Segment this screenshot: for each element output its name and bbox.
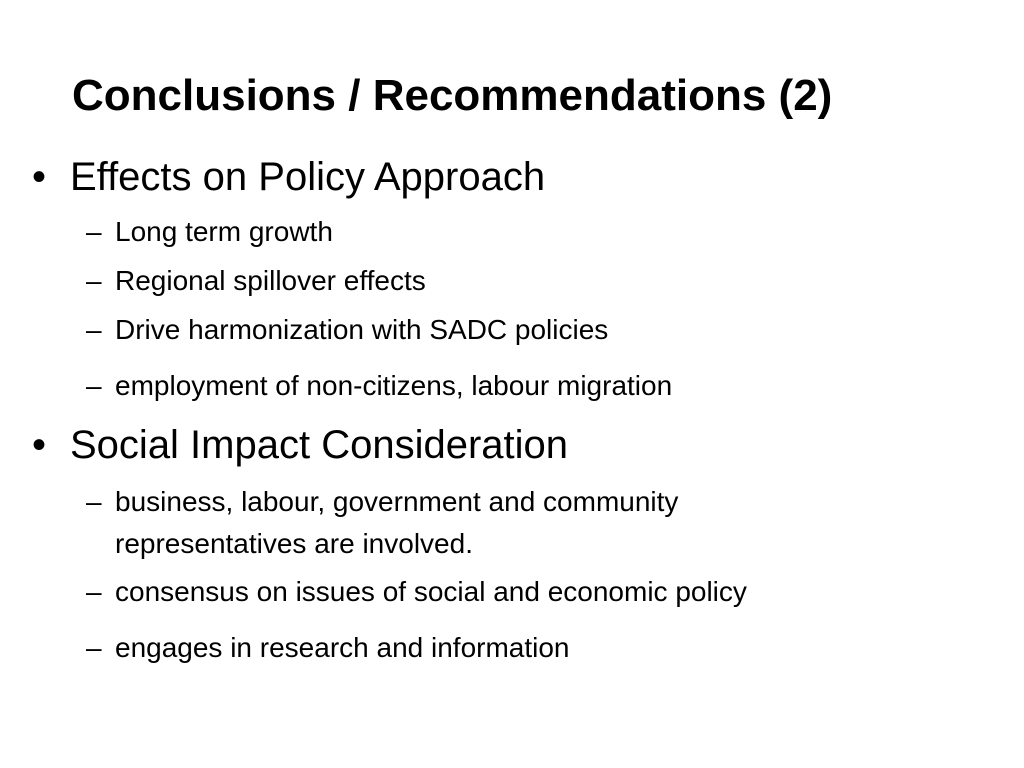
sub-item-consensus [86, 571, 886, 613]
sub-item-text: Drive harmonization with SADC policies [115, 314, 609, 345]
dash-marker: – [86, 314, 102, 345]
dash-marker: – [86, 632, 102, 663]
bullet-heading: Social Impact Consideration [70, 423, 569, 467]
dash-marker: – [86, 265, 102, 296]
sub-item-text: consensus on issues of social and economic policy [115, 576, 747, 607]
slide-title: Conclusions / Recommendations (2) [72, 71, 833, 120]
sub-item-business-labour [86, 481, 806, 565]
dash-marker: – [86, 370, 102, 401]
sub-item-text: employment of non-citizens, labour migration [115, 370, 673, 401]
dash-marker: – [86, 576, 102, 607]
sub-item-long-term-growth [86, 211, 886, 253]
sub-item-text: Long term growth [115, 216, 333, 247]
bullet-marker: • [32, 423, 47, 467]
dash-marker: – [86, 486, 102, 517]
dash-marker: – [86, 216, 102, 247]
sub-item-drive-harmonization [86, 309, 886, 351]
bullet-heading: Effects on Policy Approach [70, 155, 546, 199]
sub-item-regional-spillover [86, 260, 886, 302]
sub-item-text: Regional spillover effects [115, 265, 426, 296]
sub-item-engages-research [86, 627, 886, 669]
sub-item-text: business, labour, government and community representatives are involved. [115, 486, 679, 559]
bullet-marker: • [32, 155, 47, 199]
sub-item-text: engages in research and information [115, 632, 570, 663]
sub-item-employment [86, 365, 886, 407]
